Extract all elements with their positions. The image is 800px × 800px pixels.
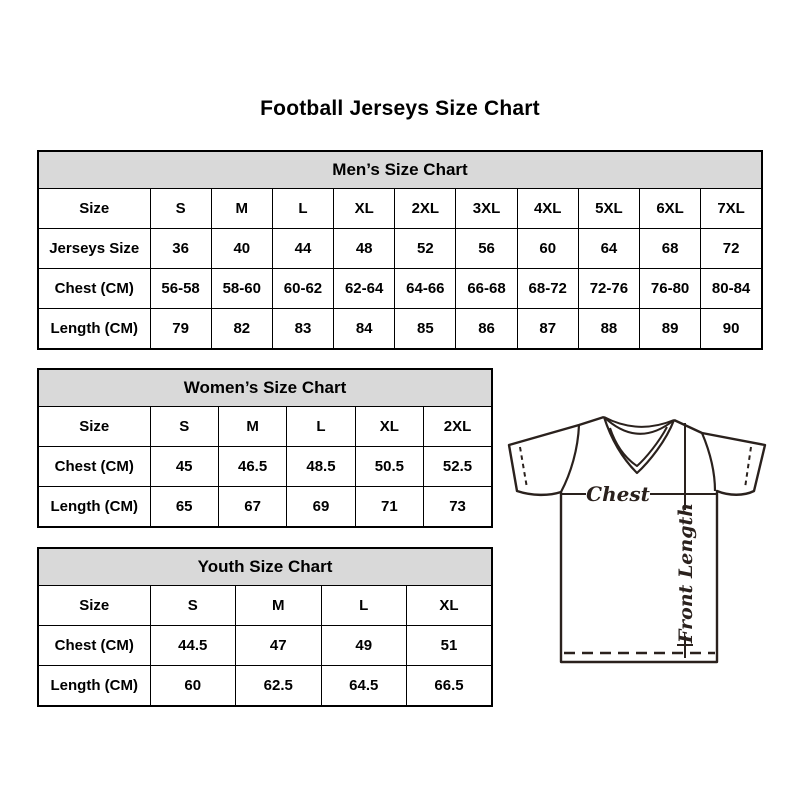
value-cell: 64.5	[321, 666, 407, 707]
table-title: Women’s Size Chart	[38, 369, 492, 407]
value-cell: 89	[640, 309, 701, 350]
value-cell: 68	[640, 229, 701, 269]
jersey-outline	[509, 417, 765, 662]
page-title: Football Jerseys Size Chart	[260, 97, 540, 120]
size-header-row	[38, 586, 492, 626]
row-label-cell: Size	[38, 189, 150, 229]
value-cell: 52.5	[424, 447, 492, 487]
measurement-row	[38, 487, 492, 528]
value-cell: 4XL	[517, 189, 578, 229]
table-title-row	[38, 548, 492, 586]
jersey-diagram-svg	[504, 416, 772, 670]
youth-size-table	[37, 547, 493, 707]
measurement-row	[38, 666, 492, 707]
value-cell: 73	[424, 487, 492, 528]
value-cell: 82	[211, 309, 272, 350]
value-cell: 6XL	[640, 189, 701, 229]
row-label-cell: Size	[38, 407, 150, 447]
value-cell: 87	[517, 309, 578, 350]
row-label-cell: Chest (CM)	[38, 447, 150, 487]
value-cell: M	[236, 586, 322, 626]
value-cell: 72-76	[578, 269, 639, 309]
value-cell: 62-64	[334, 269, 395, 309]
right-cuff-dashed-line	[745, 447, 751, 488]
value-cell: 64-66	[395, 269, 456, 309]
front-length-label: Front Length	[675, 502, 697, 644]
value-cell: XL	[334, 189, 395, 229]
value-cell: 2XL	[395, 189, 456, 229]
measurement-row	[38, 447, 492, 487]
value-cell: 7XL	[701, 189, 762, 229]
value-cell: 68-72	[517, 269, 578, 309]
value-cell: 80-84	[701, 269, 762, 309]
value-cell: 79	[150, 309, 211, 350]
value-cell: M	[211, 189, 272, 229]
value-cell: 66.5	[407, 666, 493, 707]
size-header-row	[38, 407, 492, 447]
value-cell: M	[218, 407, 286, 447]
value-cell: 45	[150, 447, 218, 487]
table-title: Youth Size Chart	[38, 548, 492, 586]
value-cell: 5XL	[578, 189, 639, 229]
value-cell: 58-60	[211, 269, 272, 309]
measurement-row	[38, 229, 762, 269]
value-cell: 44.5	[150, 626, 236, 666]
value-cell: 85	[395, 309, 456, 350]
value-cell: S	[150, 586, 236, 626]
value-cell: 60-62	[272, 269, 333, 309]
value-cell: 67	[218, 487, 286, 528]
value-cell: 60	[150, 666, 236, 707]
chest-label: Chest	[586, 482, 650, 506]
left-sleeve-seam	[561, 425, 579, 492]
table-title: Men’s Size Chart	[38, 151, 762, 189]
value-cell: 48.5	[287, 447, 355, 487]
left-cuff-dashed-line	[520, 447, 527, 488]
table-title-row	[38, 369, 492, 407]
row-label-cell: Jerseys Size	[38, 229, 150, 269]
value-cell: L	[272, 189, 333, 229]
row-label-cell: Chest (CM)	[38, 269, 150, 309]
womens-size-table	[37, 368, 493, 528]
measurement-row	[38, 626, 492, 666]
value-cell: 2XL	[424, 407, 492, 447]
value-cell: 50.5	[355, 447, 423, 487]
value-cell: L	[321, 586, 407, 626]
value-cell: 56	[456, 229, 517, 269]
value-cell: 88	[578, 309, 639, 350]
value-cell: 84	[334, 309, 395, 350]
size-header-row	[38, 189, 762, 229]
measurement-row	[38, 269, 762, 309]
value-cell: 44	[272, 229, 333, 269]
row-label-cell: Length (CM)	[38, 666, 150, 707]
row-label-cell: Length (CM)	[38, 309, 150, 350]
value-cell: 66-68	[456, 269, 517, 309]
value-cell: 76-80	[640, 269, 701, 309]
value-cell: 69	[287, 487, 355, 528]
value-cell: XL	[407, 586, 493, 626]
value-cell: 51	[407, 626, 493, 666]
value-cell: 40	[211, 229, 272, 269]
value-cell: 49	[321, 626, 407, 666]
mens-size-table	[37, 150, 763, 350]
value-cell: 52	[395, 229, 456, 269]
value-cell: S	[150, 407, 218, 447]
value-cell: 3XL	[456, 189, 517, 229]
table-title-row	[38, 151, 762, 189]
value-cell: 90	[701, 309, 762, 350]
value-cell: 65	[150, 487, 218, 528]
jersey-measurement-diagram	[504, 416, 772, 670]
value-cell: 47	[236, 626, 322, 666]
row-label-cell: Chest (CM)	[38, 626, 150, 666]
value-cell: 83	[272, 309, 333, 350]
value-cell: L	[287, 407, 355, 447]
row-label-cell: Size	[38, 586, 150, 626]
value-cell: 62.5	[236, 666, 322, 707]
value-cell: XL	[355, 407, 423, 447]
value-cell: 48	[334, 229, 395, 269]
right-sleeve-seam	[702, 433, 715, 491]
value-cell: 86	[456, 309, 517, 350]
measurement-row	[38, 309, 762, 350]
row-label-cell: Length (CM)	[38, 487, 150, 528]
value-cell: 36	[150, 229, 211, 269]
value-cell: 60	[517, 229, 578, 269]
value-cell: 64	[578, 229, 639, 269]
value-cell: 46.5	[218, 447, 286, 487]
value-cell: 56-58	[150, 269, 211, 309]
value-cell: S	[150, 189, 211, 229]
value-cell: 72	[701, 229, 762, 269]
value-cell: 71	[355, 487, 423, 528]
